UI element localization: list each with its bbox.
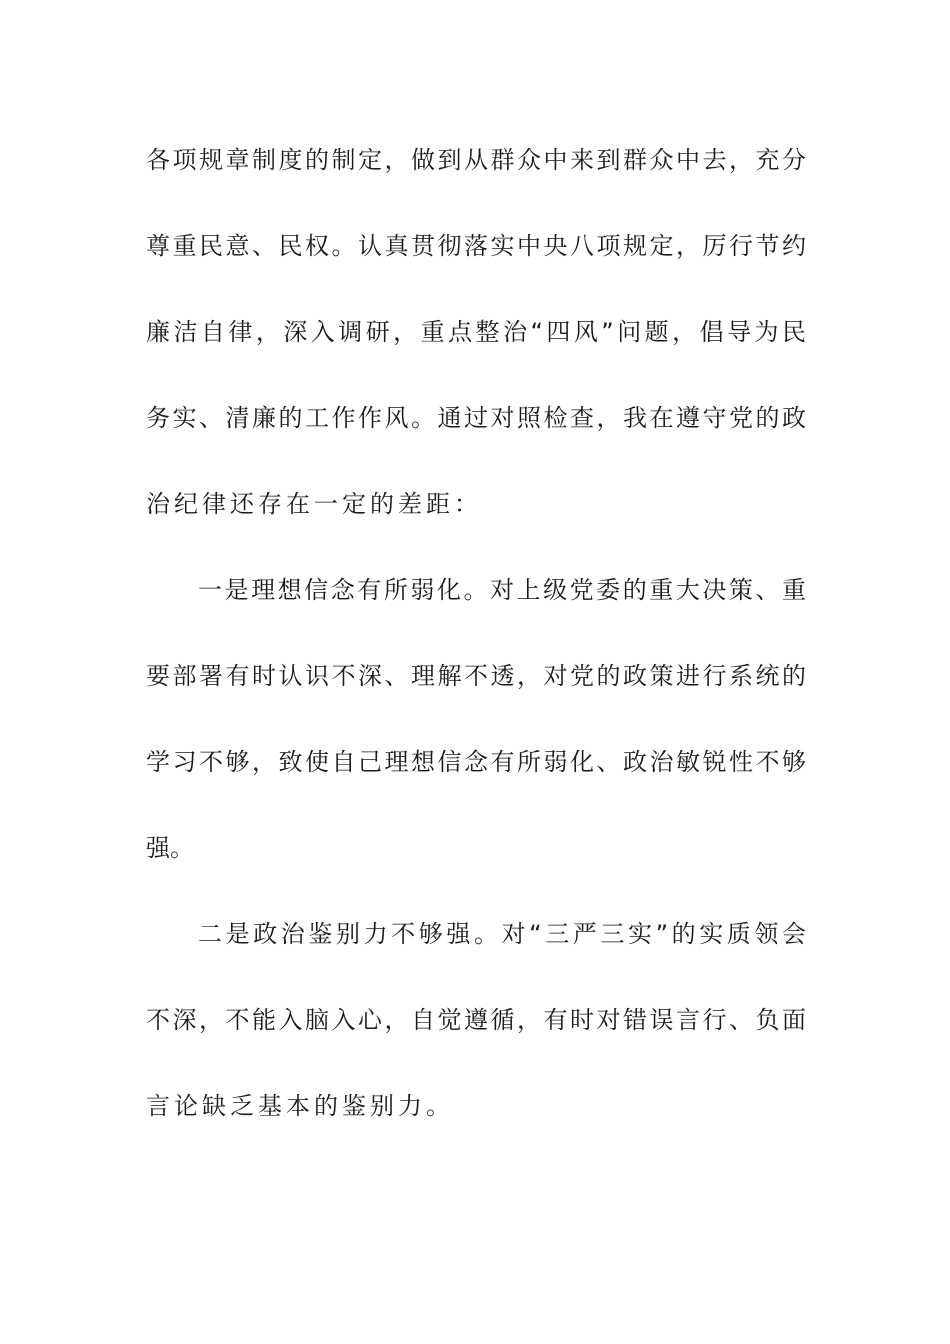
paragraph-line: 学习不够，致使自己理想信念有所弱化、政治敏锐性不够 [146, 748, 806, 776]
paragraph-line: 二是政治鉴别力不够强。对“三严三实”的实质领会 [198, 920, 806, 948]
paragraph-line: 廉洁自律，深入调研，重点整治“四风”问题，倡导为民 [146, 318, 806, 346]
paragraph-line: 各项规章制度的制定，做到从群众中来到群众中去，充分 [146, 146, 806, 174]
paragraph-line: 言论缺乏基本的鉴别力。 [146, 1092, 454, 1120]
paragraph-line: 一是理想信念有所弱化。对上级党委的重大决策、重 [198, 576, 806, 604]
paragraph-line: 要部署有时认识不深、理解不透，对党的政策进行系统的 [146, 662, 806, 690]
paragraph-line: 不深，不能入脑入心，自觉遵循，有时对错误言行、负面 [146, 1006, 806, 1034]
paragraph-line: 治纪律还存在一定的差距： [146, 490, 482, 518]
paragraph-line: 务实、清廉的工作作风。通过对照检查，我在遵守党的政 [146, 404, 806, 432]
paragraph-line: 尊重民意、民权。认真贯彻落实中央八项规定，厉行节约 [146, 232, 806, 260]
paragraph-line: 强。 [146, 834, 194, 862]
